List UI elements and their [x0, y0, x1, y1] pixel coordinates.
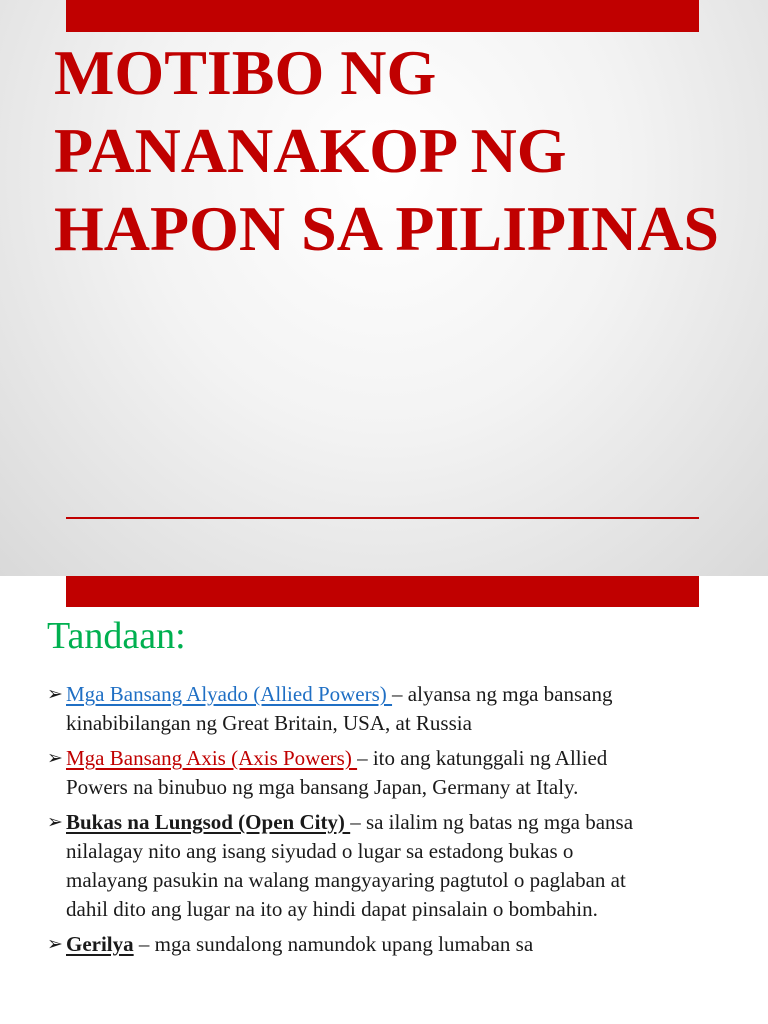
arrow-bullet-icon: ➢	[47, 934, 63, 955]
top-accent-bar	[66, 576, 699, 607]
definition-axis-powers: – ito ang katunggali ng Allied Powers na binubuo ng mga bansang Japan, Germany at Italy.	[66, 746, 608, 799]
definition-list	[47, 680, 657, 965]
slide-heading: Tandaan:	[47, 615, 186, 657]
list-item-axis-powers	[47, 744, 657, 802]
list-item-allied-powers	[47, 680, 657, 738]
top-accent-bar	[66, 0, 699, 32]
definition-open-city: – sa ilalim ng batas ng mga bansa nilalagay nito ang isang siyudad o lugar sa estadong bukas o malayang pasukin na walang mangyayaring pagtutol o paglaban at dahil dito ang lugar na ito ay hindi dapat pinsalain o bombahin.	[66, 810, 634, 921]
title-divider-line	[66, 517, 699, 519]
list-item-open-city	[47, 808, 657, 924]
arrow-bullet-icon: ➢	[47, 684, 63, 705]
definition-gerilya: – mga sundalong namundok upang lumaban sa	[133, 932, 534, 956]
arrow-bullet-icon: ➢	[47, 812, 63, 833]
term-open-city: Bukas na Lungsod (Open City)	[66, 810, 351, 834]
term-allied-powers: Mga Bansang Alyado (Allied Powers)	[66, 682, 393, 706]
content-slide	[0, 576, 768, 1024]
term-axis-powers: Mga Bansang Axis (Axis Powers)	[66, 746, 358, 770]
slide-title: MOTIBO NG PANANAKOP NG HAPON SA PILIPINAS	[54, 37, 719, 264]
list-item-gerilya	[47, 930, 657, 959]
arrow-bullet-icon: ➢	[47, 748, 63, 769]
definition-allied-powers: – alyansa ng mga bansang kinabibilangan ng Great Britain, USA, at Russia	[66, 682, 613, 735]
term-gerilya: Gerilya	[66, 932, 134, 956]
